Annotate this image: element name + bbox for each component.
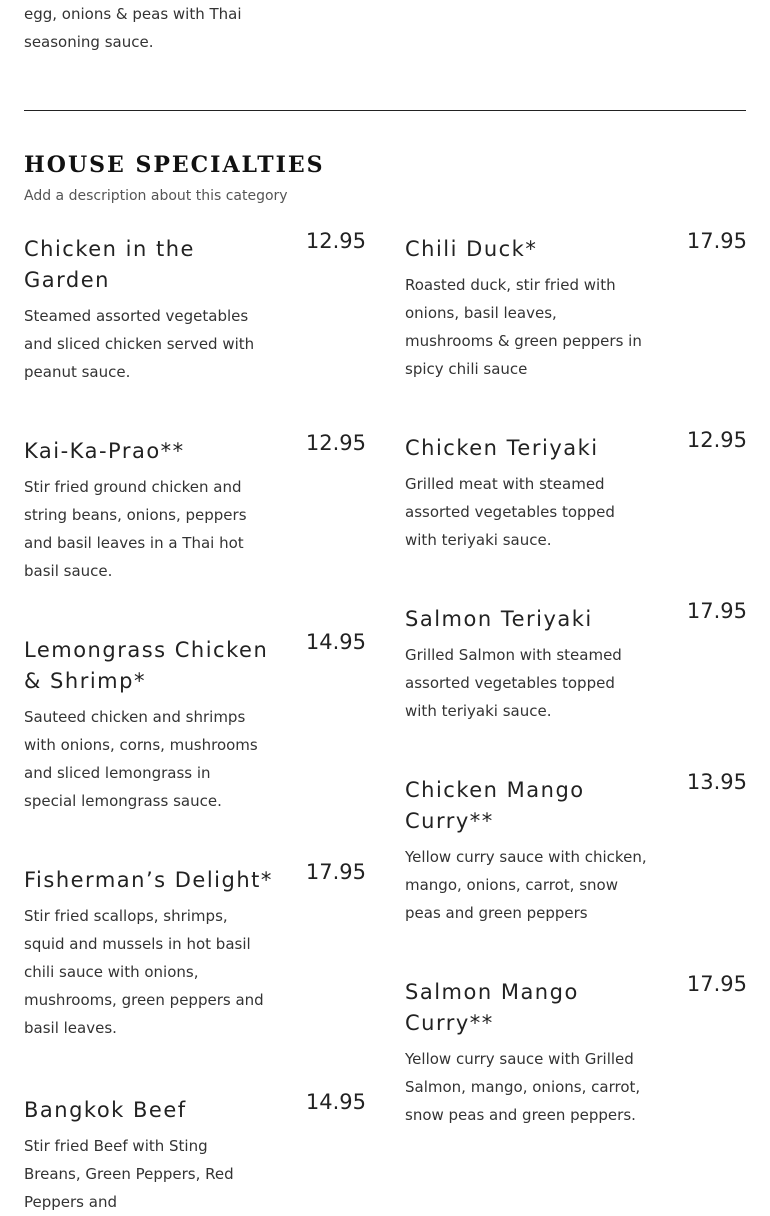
section-divider — [24, 110, 746, 111]
menu-item[interactable] — [405, 229, 747, 383]
menu-item-price: 12.95 — [686, 428, 747, 452]
menu-item-name: Kai-Ka-Prao** — [24, 439, 185, 463]
menu-item-name: Chicken in the Garden — [24, 237, 195, 292]
menu-item-name: Chicken Teriyaki — [405, 436, 599, 460]
menu-item-price: 13.95 — [686, 770, 747, 794]
menu-item-price: 12.95 — [305, 229, 366, 253]
menu-item-description: Stir fried scallops, shrimps, squid and mussels in hot basil chili sauce with onions, mushrooms, green peppers and basil leaves. — [24, 907, 264, 1037]
category-description: Add a description about this category — [24, 188, 288, 204]
menu-item-description: Stir fried Beef with Sting Breans, Green Peppers, Red Peppers and — [24, 1137, 234, 1211]
menu-item-name: Salmon Mango Curry** — [405, 980, 579, 1035]
menu-item-description: Sauteed chicken and shrimps with onions, corns, mushrooms and sliced lemongrass in special lemongrass sauce. — [24, 708, 258, 810]
menu-item[interactable] — [405, 972, 747, 1129]
category-title: HOUSE SPECIALTIES — [24, 152, 325, 178]
menu-item-description: Yellow curry sauce with Grilled Salmon, mango, onions, carrot, snow peas and green peppers. — [405, 1050, 641, 1124]
menu-item[interactable] — [24, 860, 366, 1042]
menu-item-price: 17.95 — [686, 972, 747, 996]
menu-item[interactable] — [405, 770, 747, 927]
menu-item-description: Grilled meat with steamed assorted vegetables topped with teriyaki sauce. — [405, 475, 615, 549]
menu-item[interactable] — [24, 431, 366, 585]
menu-item-price: 17.95 — [686, 599, 747, 623]
menu-item-name: Bangkok Beef — [24, 1098, 187, 1122]
menu-item[interactable] — [405, 428, 747, 554]
menu-item[interactable] — [405, 599, 747, 725]
menu-item-name: Lemongrass Chicken & Shrimp* — [24, 638, 269, 693]
menu-item[interactable] — [24, 630, 366, 815]
menu-item-description: Steamed assorted vegetables and sliced chicken served with peanut sauce. — [24, 307, 255, 381]
menu-item-price: 14.95 — [305, 1090, 366, 1114]
menu-item-price: 12.95 — [305, 431, 366, 455]
menu-item-name: Chili Duck* — [405, 237, 538, 261]
menu-item-description: Roasted duck, stir fried with onions, basil leaves, mushrooms & green peppers in spicy chili sauce — [405, 276, 642, 378]
menu-item-description: Stir fried ground chicken and string beans, onions, peppers and basil leaves in a Thai hot basil sauce. — [24, 478, 247, 580]
menu-item-name: Chicken Mango Curry** — [405, 778, 585, 833]
menu-item-name: Fisherman’s Delight* — [24, 868, 273, 892]
menu-item-description: Grilled Salmon with steamed assorted vegetables topped with teriyaki sauce. — [405, 646, 622, 720]
previous-item-description: egg, onions & peas with Thai seasoning sauce. — [24, 5, 242, 51]
menu-item-name: Salmon Teriyaki — [405, 607, 593, 631]
menu-item-price: 17.95 — [305, 860, 366, 884]
menu-item[interactable] — [24, 229, 366, 386]
menu-item-description: Yellow curry sauce with chicken, mango, onions, carrot, snow peas and green peppers — [405, 848, 647, 922]
menu-item[interactable] — [24, 1090, 366, 1216]
menu-item-price: 14.95 — [305, 630, 366, 654]
menu-item-price: 17.95 — [686, 229, 747, 253]
